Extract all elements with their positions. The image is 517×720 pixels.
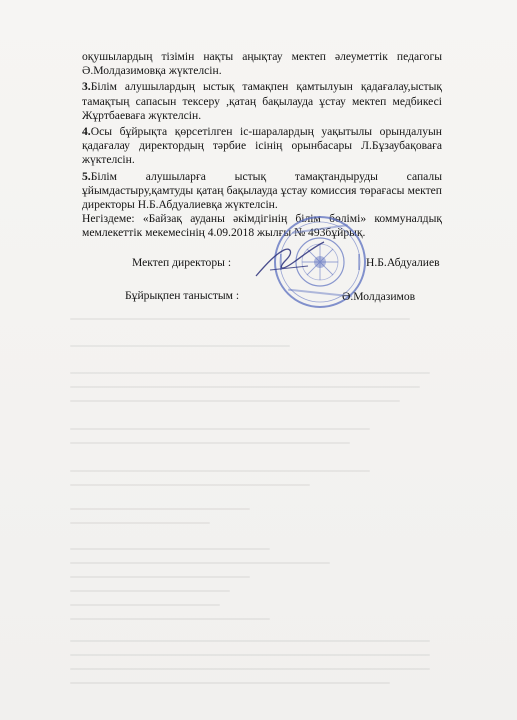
director-label: Мектеп директоры :: [132, 256, 232, 269]
item-text: Білім алушыларға ыстық тамақтандыруды сапалы ұйымдастыру,қамтуды қатаң бақылауда ұстау комиссия төрағасы мектеп директоры Н.Б.Абдуалиевқа жүктелсін.: [82, 169, 442, 212]
paragraph-line: оқушылардың тізімін нақты аңықтау мектеп әлеуметтік педагогы: [82, 50, 442, 63]
item-number: 4.: [82, 125, 91, 139]
item-number: 3.: [82, 80, 91, 94]
list-item-4: [82, 125, 442, 168]
acquainted-name: Ә.Молдазимов: [342, 290, 416, 303]
item-number: 5.: [82, 169, 91, 183]
item-text: Білім алушылардың ыстық тамақпен қамтылуын қадағалау,ыстық тамақтың сапасын тексеру ,қатаң бақылауда ұстау мектеп медбикесі Жұртбаеваға жүктелсін.: [82, 80, 442, 122]
item-text: Осы бұйрықта қөрсетілген іс-шаралардың уақытылы орындалуын қадағалау директордың тәрбие ісінің орынбасары Л.Бұзаубақоваға жүктелсін.: [82, 125, 442, 167]
basis-paragraph: Негіздеме: «Байзақ ауданы әкімдігінің білім бөлімі» коммуналдық мемлекеттік мекемесінің 4.09.2018 жылғы № 493бұйрық.: [82, 212, 442, 240]
paragraph-line: Ә.Молдазимовқа жүктелсін.: [82, 64, 222, 78]
director-name: Н.Б.Абдуалиев: [366, 256, 440, 269]
acquainted-label: Бұйрықпен таныстым :: [125, 289, 240, 302]
handwritten-signature-icon: [250, 232, 330, 292]
list-item-5: [82, 170, 442, 213]
list-item-3: [82, 80, 442, 123]
document-body: [82, 50, 442, 241]
